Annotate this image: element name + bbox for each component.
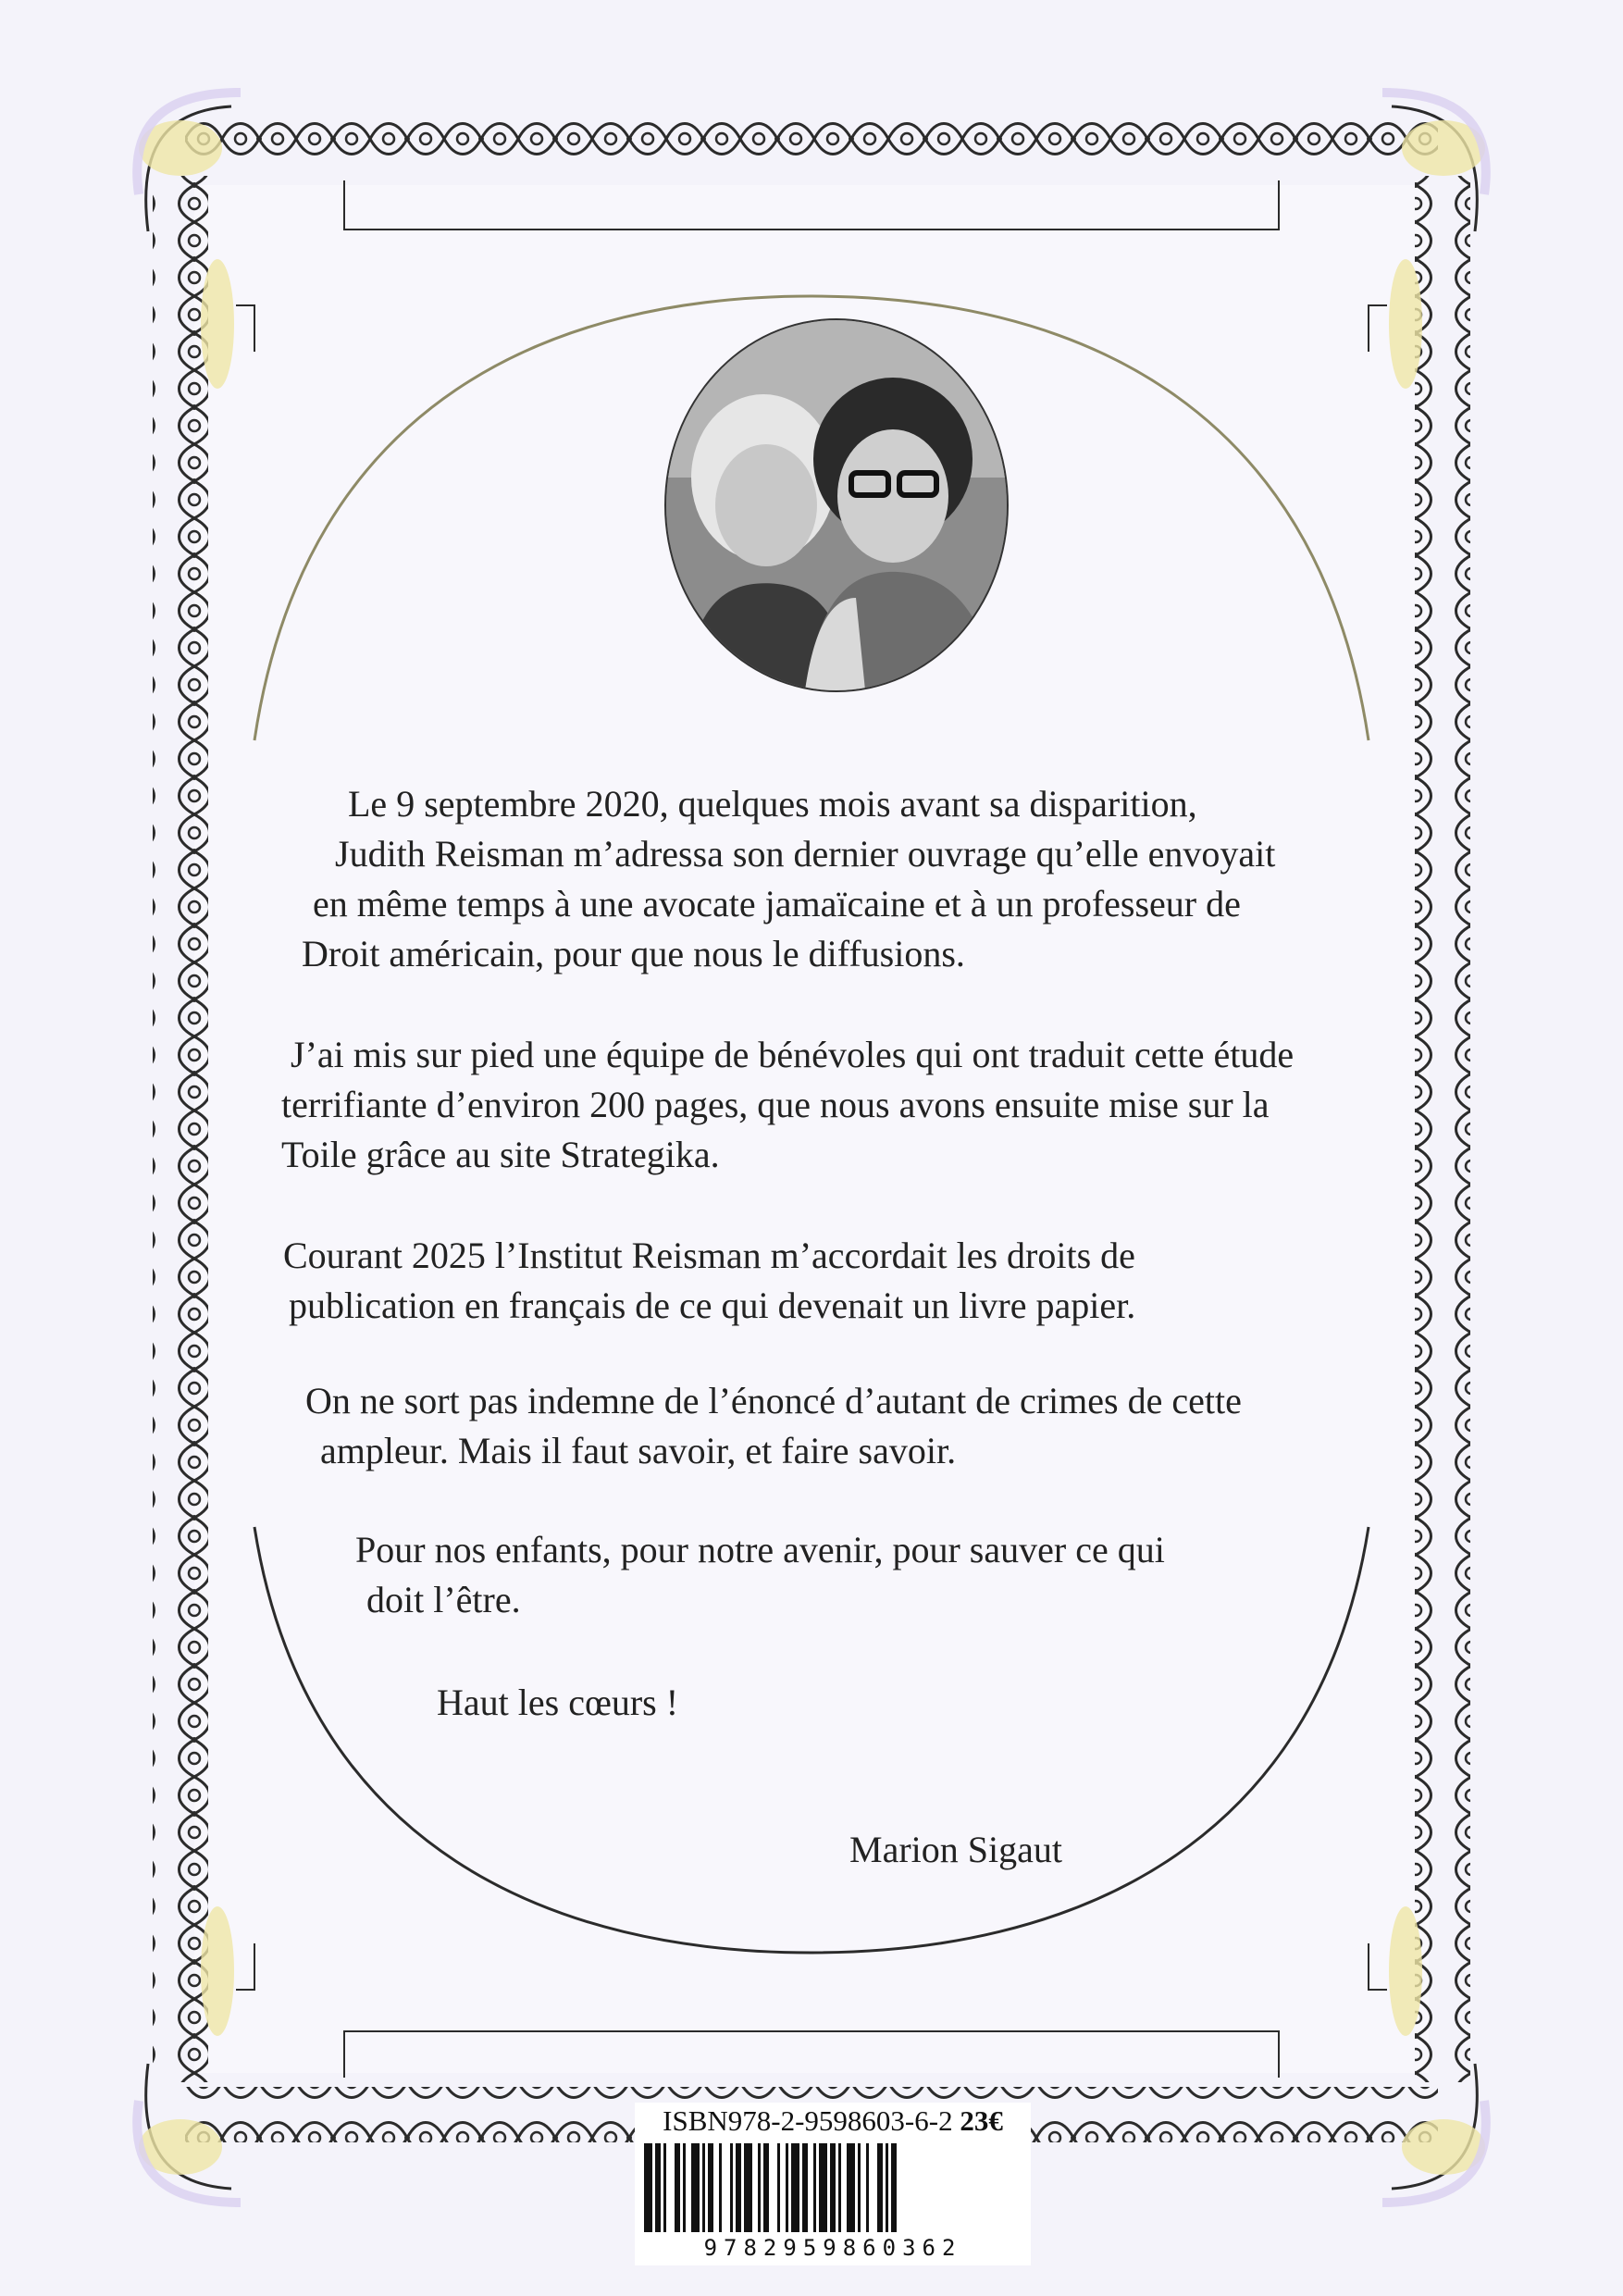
signature: Marion Sigaut [849,1829,1062,1870]
barcode-bar [813,2143,816,2232]
isbn-line [635,2103,1031,2140]
portrait-photo [664,318,1009,692]
text-line: On ne sort pas indemne de l’énoncé d’autant de crimes de cette [305,1380,1242,1421]
barcode-bar [891,2143,897,2232]
isbn-label: ISBN978-2-9598603-6-2 [663,2104,953,2137]
barcode-bar [819,2143,827,2232]
barcode [640,2143,1025,2232]
barcode-bar [691,2143,700,2232]
barcode-bar [791,2143,799,2232]
text-line: en même temps à une avocate jamaïcaine et à un professeur de [313,883,1241,925]
barcode-bar [763,2143,769,2232]
barcode-bar [663,2143,666,2232]
paragraph-5 [355,1525,1165,1625]
isbn-barcode-block [635,2103,1031,2265]
barcode-bar [830,2143,836,2232]
text-line: J’ai mis sur pied une équipe de bénévoles qui ont traduit cette étude [291,1034,1295,1075]
text-line: Droit américain, pour que nous le diffusions. [302,933,965,974]
text-line: Le 9 septembre 2020, quelques mois avant sa disparition, [348,783,1197,825]
barcode-bar [802,2143,808,2232]
barcode-bar [744,2143,752,2232]
text-line: Toile grâce au site Strategika. [281,1134,720,1175]
text-line: Courant 2025 l’Institut Reisman m’accordait les droits de [283,1235,1135,1276]
barcode-bar [730,2143,733,2232]
barcode-bar [858,2143,861,2232]
barcode-bar [655,2143,661,2232]
barcode-bar [786,2143,788,2232]
barcode-bar [683,2143,686,2232]
paragraph-2 [283,1030,1294,1180]
text-line: Haut les cœurs ! [437,1682,679,1723]
paragraph-3 [283,1231,1135,1331]
text-line: publication en français de ce qui devenait un livre papier. [289,1285,1136,1326]
text-line: Pour nos enfants, pour notre avenir, pour sauver ce qui [355,1529,1165,1570]
barcode-digits: 9782959860362 [703,2235,962,2261]
barcode-bar [866,2143,869,2232]
paragraph-4 [305,1376,1242,1476]
barcode-bar [736,2143,741,2232]
barcode-bar [702,2143,705,2232]
barcode-bar [838,2143,841,2232]
price-label: 23€ [960,2104,1003,2137]
barcode-bar [777,2143,780,2232]
barcode-bar [719,2143,722,2232]
barcode-bar [675,2143,680,2232]
barcode-bar [847,2143,855,2232]
paragraph-1 [302,779,1276,979]
text-line: doit l’être. [366,1579,521,1620]
barcode-bar [886,2143,888,2232]
text-line: Judith Reisman m’adressa son dernier ouvrage qu’elle envoyait [335,833,1276,875]
barcode-bar [708,2143,713,2232]
barcode-bar [644,2143,652,2232]
text-line: ampleur. Mais il faut savoir, et faire savoir. [320,1430,957,1471]
closing-line [437,1678,678,1728]
barcode-bar [877,2143,883,2232]
barcode-bar [758,2143,761,2232]
portrait-photo-icon [666,320,1007,690]
text-line: terrifiante d’environ 200 pages, que nous avons ensuite mise sur la [281,1084,1270,1125]
